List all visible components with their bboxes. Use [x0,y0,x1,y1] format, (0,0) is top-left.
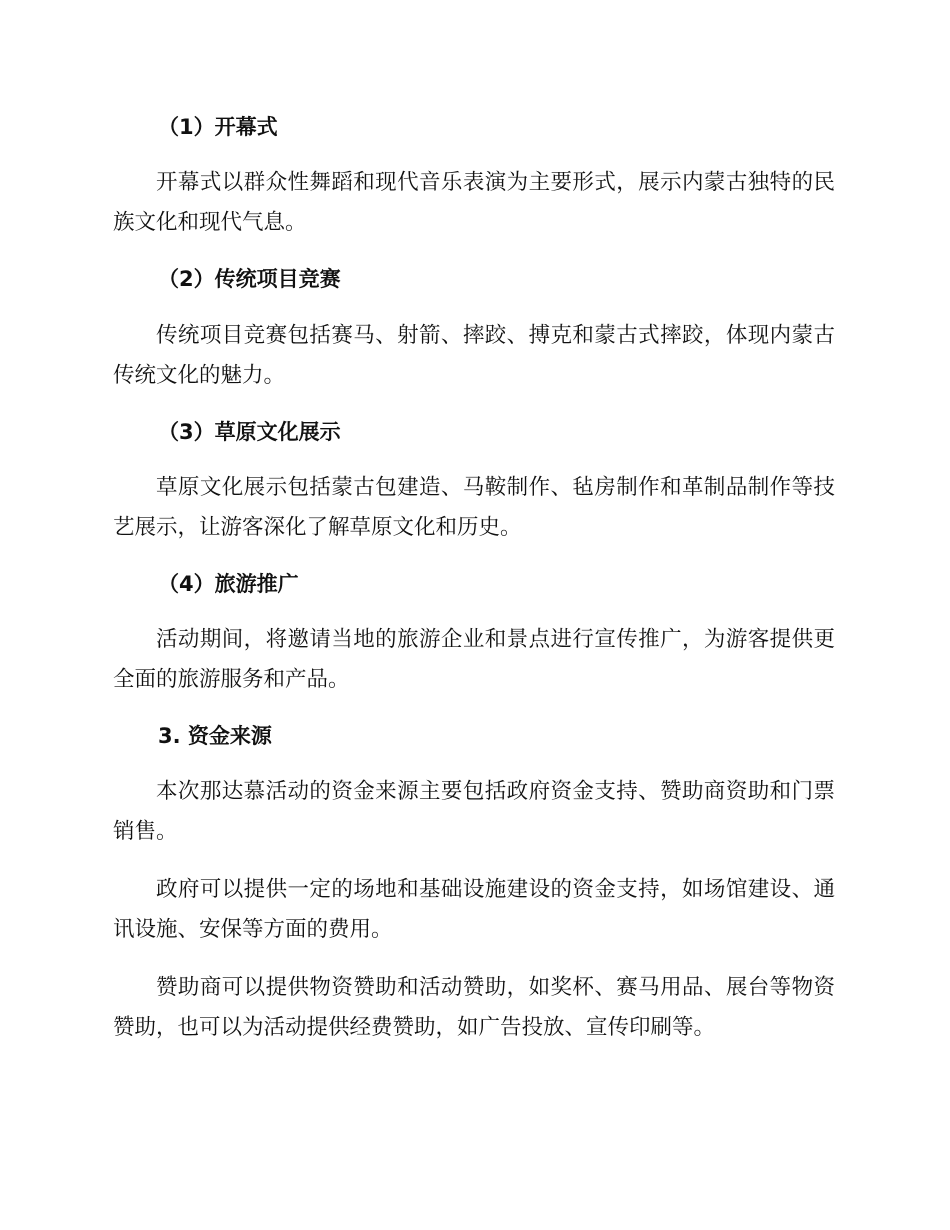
paragraph-funding-overview: 本次那达慕活动的资金来源主要包括政府资金支持、赞助商资助和门票销售。 [113,779,835,844]
section-heading-tourism-promotion: （4）旅游推广 [158,572,299,596]
paragraph-government-funding: 政府可以提供一定的场地和基础设施建设的资金支持，如场馆建设、通讯设施、安保等方面的费用。 [113,877,835,942]
paragraph-sponsor-funding: 赞助商可以提供物资赞助和活动赞助，如奖杯、赛马用品、展台等物资赞助，也可以为活动提供经费赞助，如广告投放、宣传印刷等。 [113,975,835,1040]
section-heading-opening-ceremony: （1）开幕式 [158,115,278,139]
paragraph-tourism-promotion: 活动期间，将邀请当地的旅游企业和景点进行宣传推广，为游客提供更全面的旅游服务和产品。 [113,627,835,692]
section-heading-traditional-competitions: （2）传统项目竞赛 [158,267,341,291]
paragraph-opening-ceremony: 开幕式以群众性舞蹈和现代音乐表演为主要形式，展示内蒙古独特的民族文化和现代气息。 [113,170,835,235]
section-heading-funding-sources: 3. 资金来源 [158,724,272,748]
paragraph-traditional-competitions: 传统项目竞赛包括赛马、射箭、摔跤、搏克和蒙古式摔跤，体现内蒙古传统文化的魅力。 [113,323,835,388]
section-heading-grassland-culture: （3）草原文化展示 [158,420,341,444]
paragraph-grassland-culture: 草原文化展示包括蒙古包建造、马鞍制作、毡房制作和革制品制作等技艺展示，让游客深化了解草原文化和历史。 [113,475,835,540]
